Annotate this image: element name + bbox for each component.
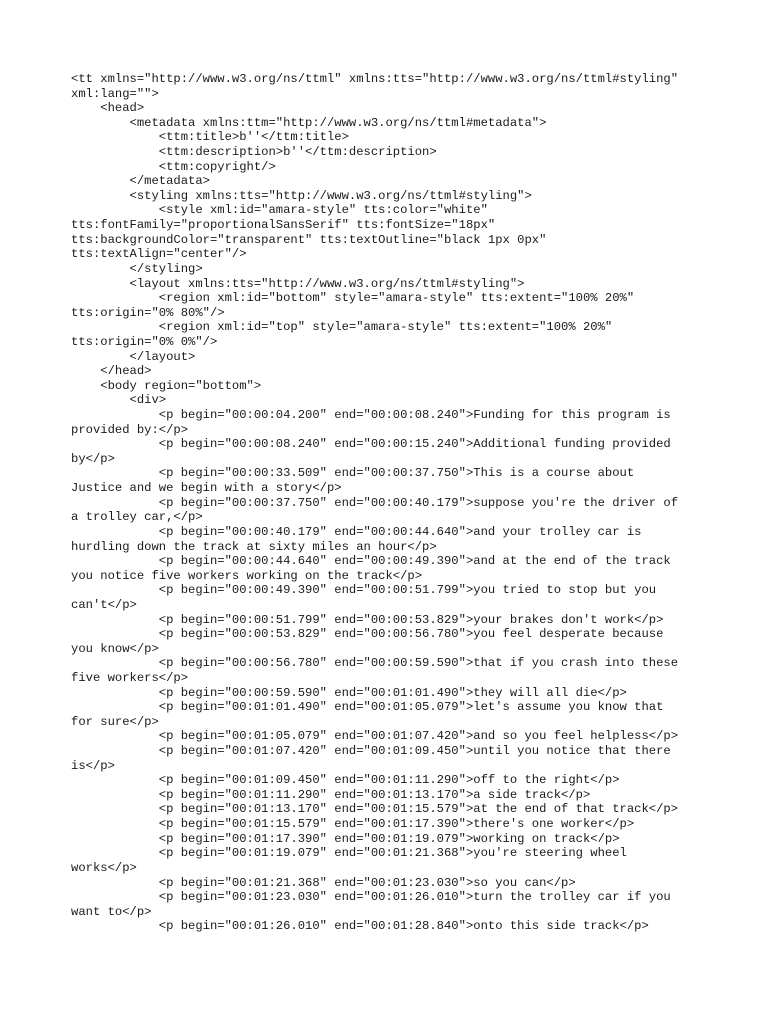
- code-line: <p begin="00:01:07.420" end="00:01:09.450">until you notice that there: [71, 744, 671, 759]
- code-line: <p begin="00:00:49.390" end="00:00:51.799">you tried to stop but you: [71, 583, 657, 598]
- code-line: <p begin="00:00:51.799" end="00:00:53.829">your brakes don't work</p>: [71, 612, 664, 627]
- code-line: <ttm:copyright/>: [71, 159, 276, 174]
- code-line: <p begin="00:01:21.368" end="00:01:23.030">so you can</p>: [71, 875, 576, 890]
- code-line: by</p>: [71, 451, 115, 466]
- code-line: <p begin="00:01:15.579" end="00:01:17.390">there's one worker</p>: [71, 817, 635, 832]
- code-line: <tt xmlns="http://www.w3.org/ns/ttml" xmlns:tts="http://www.w3.org/ns/ttml#styling": [71, 72, 679, 86]
- code-line: hurdling down the track at sixty miles an hour</p>: [71, 539, 437, 554]
- code-line: <p begin="00:01:13.170" end="00:01:15.579">at the end of that track</p>: [71, 802, 679, 817]
- code-line: </styling>: [71, 261, 203, 276]
- code-line: </head>: [71, 364, 152, 379]
- code-line: <p begin="00:01:17.390" end="00:01:19.079">working on track</p>: [71, 831, 620, 846]
- code-line: tts:textAlign="center"/>: [71, 247, 247, 262]
- code-line: <p begin="00:01:19.079" end="00:01:21.368">you're steering wheel: [71, 846, 627, 861]
- code-line: <region xml:id="top" style="amara-style" tts:extent="100% 20%": [71, 320, 613, 335]
- code-line: <div>: [71, 393, 167, 408]
- code-line: <p begin="00:00:33.509" end="00:00:37.750">This is a course about: [71, 466, 635, 481]
- code-line: <p begin="00:01:01.490" end="00:01:05.079">let's assume you know that: [71, 700, 664, 715]
- code-line: you notice five workers working on the track</p>: [71, 568, 423, 583]
- code-line: <layout xmlns:tts="http://www.w3.org/ns/ttml#styling">: [71, 276, 525, 291]
- code-line: <styling xmlns:tts="http://www.w3.org/ns/ttml#styling">: [71, 188, 532, 203]
- code-line: <metadata xmlns:ttm="http://www.w3.org/ns/ttml#metadata">: [71, 115, 547, 130]
- code-line: xml:lang="">: [71, 86, 159, 101]
- code-line: <ttm:description>b''</ttm:description>: [71, 145, 437, 160]
- code-line: </layout>: [71, 349, 196, 364]
- code-line: <p begin="00:01:23.030" end="00:01:26.010">turn the trolley car if you: [71, 890, 671, 905]
- code-line: <ttm:title>b''</ttm:title>: [71, 130, 349, 145]
- code-line: <p begin="00:00:04.200" end="00:00:08.240">Funding for this program is: [71, 408, 671, 423]
- code-line: <p begin="00:00:08.240" end="00:00:15.240">Additional funding provided: [71, 437, 671, 452]
- code-line: for sure</p>: [71, 714, 159, 729]
- code-line: want to</p>: [71, 904, 152, 919]
- code-line: tts:origin="0% 0%"/>: [71, 334, 218, 349]
- code-line: <p begin="00:01:05.079" end="00:01:07.420">and so you feel helpless</p>: [71, 729, 679, 744]
- code-line: <head>: [71, 101, 145, 116]
- code-line: </metadata>: [71, 174, 210, 189]
- code-line: <p begin="00:00:53.829" end="00:00:56.780">you feel desperate because: [71, 627, 664, 642]
- code-line: <p begin="00:00:37.750" end="00:00:40.179">suppose you're the driver of: [71, 495, 679, 510]
- code-line: a trolley car,</p>: [71, 510, 203, 525]
- ttml-code-listing: [71, 72, 711, 934]
- code-line: tts:origin="0% 80%"/>: [71, 305, 225, 320]
- code-line: <p begin="00:01:11.290" end="00:01:13.170">a side track</p>: [71, 787, 591, 802]
- code-line: <body region="bottom">: [71, 378, 262, 393]
- code-line: tts:fontFamily="proportionalSansSerif" tts:fontSize="18px": [71, 218, 496, 233]
- code-line: tts:backgroundColor="transparent" tts:textOutline="black 1px 0px": [71, 232, 547, 247]
- code-line: is</p>: [71, 758, 115, 773]
- code-line: <p begin="00:01:26.010" end="00:01:28.840">onto this side track</p>: [71, 919, 649, 934]
- code-line: works</p>: [71, 860, 137, 875]
- code-line: <p begin="00:00:56.780" end="00:00:59.590">that if you crash into these: [71, 656, 679, 671]
- code-line: <region xml:id="bottom" style="amara-style" tts:extent="100% 20%": [71, 291, 635, 306]
- code-line: five workers</p>: [71, 670, 189, 685]
- code-line: <style xml:id="amara-style" tts:color="white": [71, 203, 488, 218]
- code-line: can't</p>: [71, 597, 137, 612]
- code-line: you know</p>: [71, 641, 159, 656]
- code-line: <p begin="00:01:09.450" end="00:01:11.290">off to the right</p>: [71, 773, 620, 788]
- code-line: <p begin="00:00:44.640" end="00:00:49.390">and at the end of the track: [71, 554, 671, 569]
- code-line: provided by:</p>: [71, 422, 189, 437]
- code-line: <p begin="00:00:40.179" end="00:00:44.640">and your trolley car is: [71, 524, 642, 539]
- code-line: <p begin="00:00:59.590" end="00:01:01.490">they will all die</p>: [71, 685, 627, 700]
- code-line: Justice and we begin with a story</p>: [71, 481, 342, 496]
